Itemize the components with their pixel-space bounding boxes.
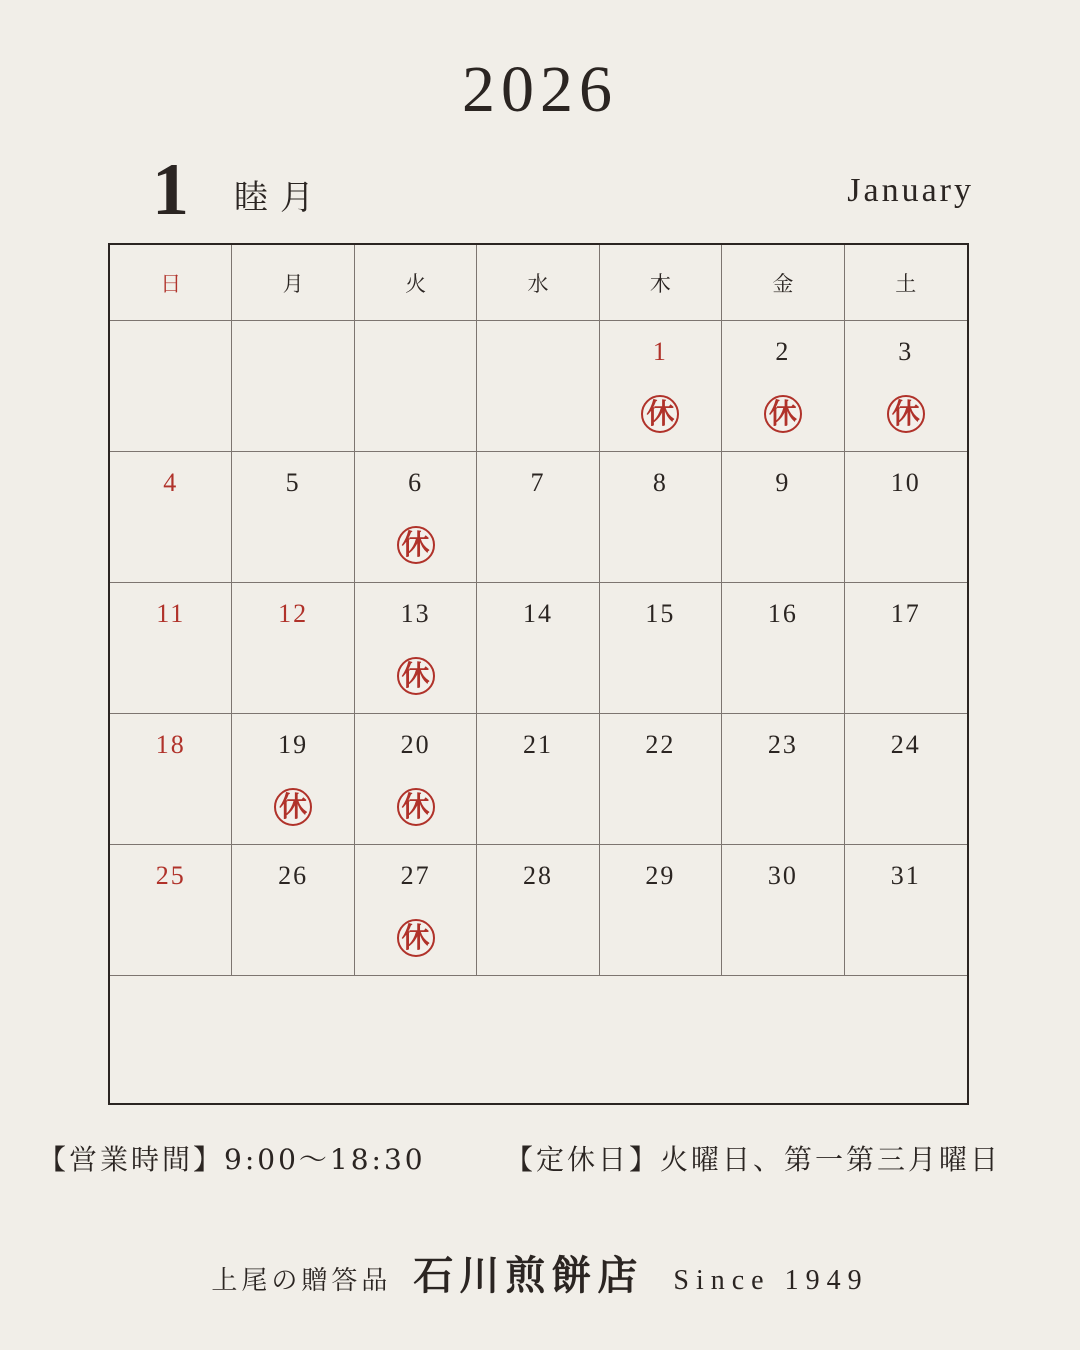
weekday-header: 木	[600, 245, 722, 321]
day-cell	[110, 452, 232, 583]
day-cell	[845, 583, 967, 714]
day-cell	[110, 714, 232, 845]
day-cell	[477, 583, 599, 714]
closed-stamp: 休	[397, 526, 435, 564]
day-number: 10	[890, 468, 921, 497]
closed-stamp: 休	[397, 788, 435, 826]
day-number: 4	[163, 468, 179, 497]
month-number: 1	[152, 149, 189, 231]
day-number: 28	[522, 861, 553, 890]
day-number: 22	[645, 730, 676, 759]
year-title: 2026	[462, 53, 618, 126]
day-cell	[600, 583, 722, 714]
day-number: 25	[155, 861, 186, 890]
day-number: 15	[645, 599, 676, 628]
day-cell	[845, 845, 967, 976]
day-cell	[232, 845, 354, 976]
day-cell	[110, 845, 232, 976]
regular-holidays: 【定休日】火曜日、第一第三月曜日	[505, 1143, 1002, 1176]
day-cell	[232, 714, 354, 845]
day-cell	[722, 845, 844, 976]
closed-stamp: 休	[764, 395, 802, 433]
day-number: 18	[155, 730, 186, 759]
weekday-header: 月	[232, 245, 354, 321]
calendar-grid	[110, 245, 967, 976]
day-number: 21	[522, 730, 553, 759]
day-cell	[722, 714, 844, 845]
day-cell	[110, 583, 232, 714]
day-cell	[845, 714, 967, 845]
day-number: 20	[400, 730, 431, 759]
footer	[0, 1244, 1080, 1301]
day-number: 31	[890, 861, 921, 890]
empty-day-cell	[232, 321, 354, 452]
day-cell	[600, 321, 722, 452]
day-cell	[845, 452, 967, 583]
weekday-header: 日	[110, 245, 232, 321]
day-cell	[355, 583, 477, 714]
day-number: 1	[652, 337, 668, 366]
weekday-header: 土	[845, 245, 967, 321]
day-number: 9	[775, 468, 791, 497]
day-cell	[355, 845, 477, 976]
weekday-header: 金	[722, 245, 844, 321]
empty-day-cell	[110, 321, 232, 452]
business-hours: 【営業時間】9:00〜18:30	[38, 1143, 426, 1176]
day-number: 13	[400, 599, 431, 628]
day-number: 12	[278, 599, 309, 628]
footer-lead: 上尾の贈答品	[211, 1266, 392, 1296]
day-number: 17	[890, 599, 921, 628]
closed-stamp: 休	[397, 919, 435, 957]
day-cell	[232, 583, 354, 714]
day-number: 2	[775, 337, 791, 366]
calendar	[108, 243, 969, 1105]
day-cell	[477, 452, 599, 583]
closed-stamp: 休	[274, 788, 312, 826]
day-cell	[722, 583, 844, 714]
day-cell	[722, 452, 844, 583]
day-number: 24	[890, 730, 921, 759]
day-number: 27	[400, 861, 431, 890]
day-cell	[477, 714, 599, 845]
day-number: 16	[767, 599, 798, 628]
month-english-name: January	[847, 172, 974, 209]
day-number: 19	[278, 730, 309, 759]
day-number: 7	[530, 468, 546, 497]
day-number: 26	[278, 861, 309, 890]
day-number: 29	[645, 861, 676, 890]
month-japanese-name: 睦月	[234, 178, 326, 218]
since-year: Since 1949	[673, 1265, 869, 1296]
day-cell	[600, 452, 722, 583]
day-cell	[722, 321, 844, 452]
day-number: 8	[652, 468, 668, 497]
weekday-header: 火	[355, 245, 477, 321]
day-cell	[600, 845, 722, 976]
day-number: 23	[767, 730, 798, 759]
closed-stamp: 休	[397, 657, 435, 695]
day-cell	[845, 321, 967, 452]
day-number: 3	[898, 337, 914, 366]
day-number: 11	[156, 599, 186, 628]
day-cell	[232, 452, 354, 583]
day-number: 6	[408, 468, 424, 497]
day-number: 30	[767, 861, 798, 890]
weekday-header: 水	[477, 245, 599, 321]
day-cell	[355, 452, 477, 583]
empty-day-cell	[355, 321, 477, 452]
day-cell	[355, 714, 477, 845]
empty-day-cell	[477, 321, 599, 452]
closed-stamp: 休	[887, 395, 925, 433]
day-number: 5	[285, 468, 301, 497]
shop-name: 石川煎餅店	[413, 1252, 644, 1299]
day-number: 14	[522, 599, 553, 628]
day-cell	[600, 714, 722, 845]
day-cell	[477, 845, 599, 976]
closed-stamp: 休	[641, 395, 679, 433]
